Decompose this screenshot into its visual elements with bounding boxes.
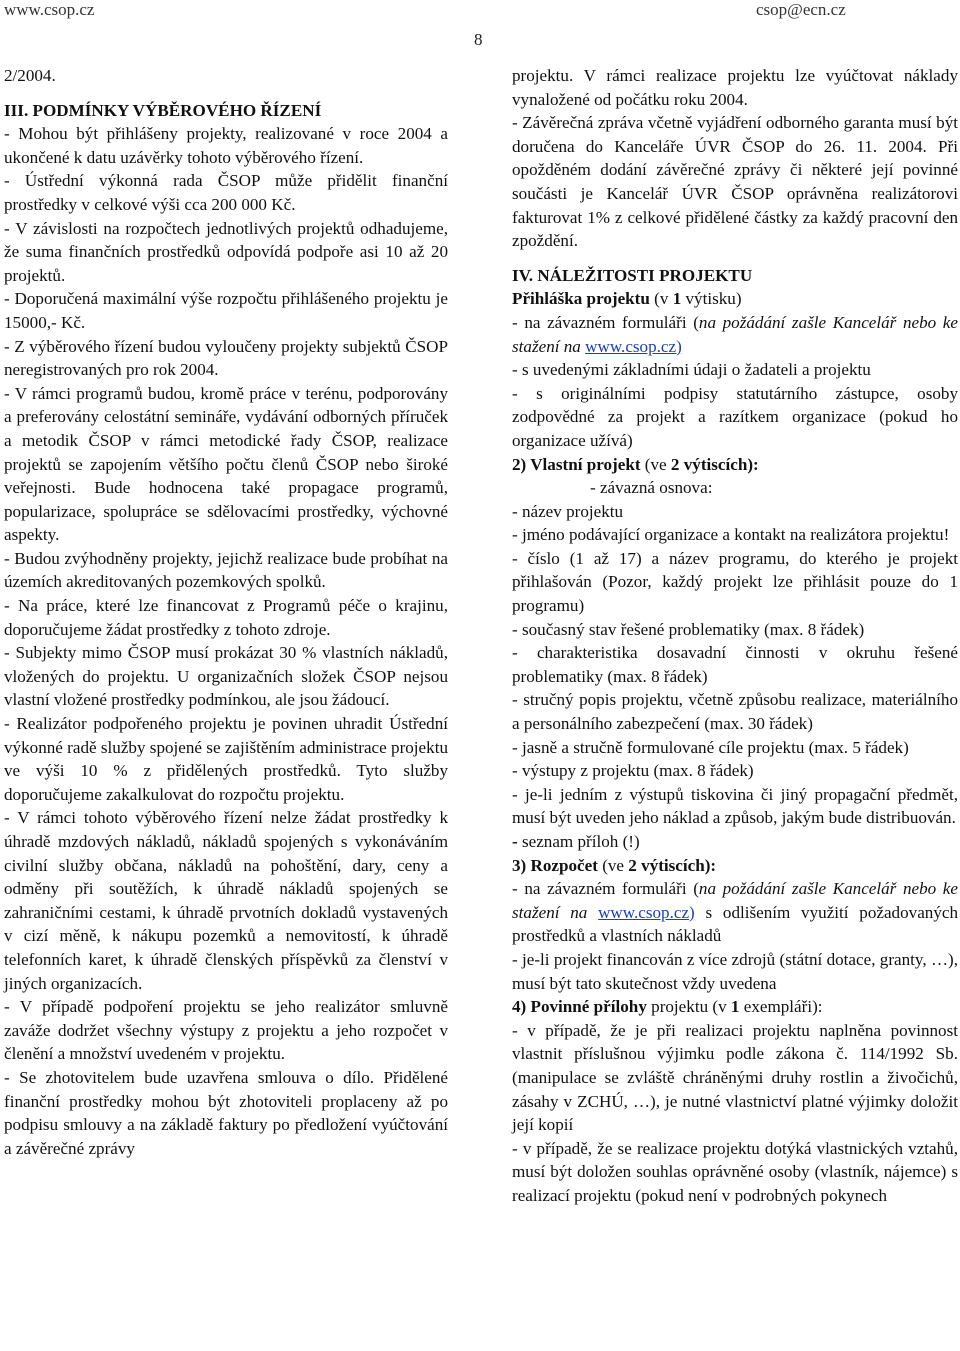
paragraph: - v případě, že je při realizaci projektu naplněna povinnost vlastnit příslušnou výjimku podle zákona č. 114/1992 Sb. (manipulace se zvláště chráněnými druhy rostlin a živočichů, zásahy v ZCHÚ, …), je nutné vlastnictví platné výjimky doložit její kopií bbox=[512, 1020, 958, 1135]
count-bold: 2 bbox=[670, 454, 680, 474]
text-span: projektu (v bbox=[646, 997, 731, 1017]
paragraph: - V rámci tohoto výběrového řízení nelze žádat prostředky k úhradě mzdových nákladů, nákladů spojených s vykonáváním civilní služby občana, nákladů na pohoštění, dary, ceny a odměny při soutěžích, k úhradě nákladů spojených se zahraničními cestami, k úhradě prvotních dokladů vystavených v cizí měně, k nákupu pozemků a nemovitostí, k úhradě telefonních karet, k úhradě členských příspěvků za členství v jiných organizacích. bbox=[4, 808, 448, 993]
spacer bbox=[512, 253, 958, 264]
spacer bbox=[4, 88, 448, 99]
count-bold: 2 bbox=[628, 855, 637, 875]
page-number: 8 bbox=[474, 30, 483, 49]
paragraph: - Se zhotovitelem bude uzavřena smlouva o dílo. Přidělené finanční prostředky mohou být zhotoviteli proplaceny až po podpisu smlouvy a na základě faktury po předložení vyúčtování a závěrečné zprávy bbox=[4, 1067, 448, 1158]
paragraph: - Subjekty mimo ČSOP musí prokázat 30 % vlastních nákladů, vložených do projektu. U organizačních složek ČSOP nejsou vlastní vložené prostředky podmínkou, ale jsou žádoucí. bbox=[4, 643, 448, 710]
count-bold: 1 bbox=[672, 289, 682, 309]
list-item: - je-li jedním z výstupů tiskovina či jiný propagační předmět, musí být uveden jeho náklad a způsob, jakým bude distribuován. bbox=[512, 784, 958, 828]
paragraph: - Mohou být přihlášeny projekty, realizované v roce 2004 a ukončené k datu uzávěrky tohoto výběrového řízení. bbox=[4, 124, 448, 167]
section-heading: IV. NÁLEŽITOSTI PROJEKTU bbox=[512, 265, 753, 285]
csop-link[interactable]: www.csop.cz) bbox=[585, 336, 682, 356]
italic-span: na požádání zašle Kancelář nebo ke stažení na bbox=[512, 879, 958, 922]
subsection-title-bold: 4) Povinné přílohy bbox=[512, 997, 647, 1017]
text-span: - na závazném formuláři ( bbox=[512, 879, 699, 899]
paragraph: - s uvedenými základními údaji o žadateli a projektu bbox=[512, 360, 871, 380]
subsection-title bbox=[512, 453, 958, 477]
page-header bbox=[0, 0, 960, 22]
paragraph: projektu. V rámci realizace projektu lze vyúčtovat náklady vynaložené od počátku roku 2004. bbox=[512, 66, 958, 109]
dash-bold: - bbox=[512, 832, 518, 851]
left-column bbox=[4, 64, 448, 1160]
header-website: www.csop.cz bbox=[4, 0, 95, 19]
italic-span: na požádání zašle Kancelář nebo ke stažení na bbox=[512, 312, 958, 356]
paragraph: - Doporučená maximální výše rozpočtu přihlášeného projektu je 15000,- Kč. bbox=[4, 289, 448, 332]
list-item: - současný stav řešené problematiky (max. 8 řádek) bbox=[512, 619, 865, 639]
paragraph: - Realizátor podpořeného projektu je povinen uhradit Ústřední výkonné radě služby spojené se zajištěním administrace projektu ve výši 10 % z přidělených prostředků. Tyto služby doporučujeme zakalkulovat do rozpočtu projektu. bbox=[4, 714, 448, 804]
csop-link[interactable]: www.csop.cz) bbox=[598, 902, 695, 922]
text-span: (ve bbox=[597, 855, 629, 875]
text-span: exempláři): bbox=[739, 997, 823, 1017]
text-span: výtisku) bbox=[681, 289, 742, 309]
paragraph: - V případě podpoření projektu se jeho realizátor smluvně zaváže dodržet všechny výstupy z projektu a jeho rozpočet v členění a množství uvedeném v projektu. bbox=[4, 997, 448, 1064]
paragraph bbox=[512, 877, 958, 948]
paragraph: - Budou zvýhodněny projekty, jejichž realizace bude probíhat na územích akreditovaných pozemkových spolků. bbox=[4, 548, 448, 592]
paragraph: 2/2004. bbox=[4, 66, 56, 85]
paragraph: - s originálními podpisy statutárního zástupce, osoby zodpovědné za projekt a razítkem organizace (pokud ho organizace užívá) bbox=[512, 383, 958, 450]
text-span: (ve bbox=[640, 454, 671, 474]
list-item: - číslo (1 až 17) a název programu, do kterého je projekt přihlašován (Pozor, každý projekt lze přihlásit pouze do 1 programu) bbox=[512, 548, 958, 616]
subsection-title-bold: 3) Rozpočet bbox=[512, 855, 598, 875]
list-item: - jméno podávající organizace a kontakt na realizátora projektu! bbox=[512, 525, 950, 545]
text-span: s odlišením využití požadovaných prostředků a vlastních nákladů bbox=[512, 902, 959, 946]
subsection-title bbox=[512, 995, 958, 1019]
text-span: výtiscích): bbox=[636, 855, 717, 875]
paragraph: - Na práce, které lze financovat z Programů péče o krajinu, doporučujeme žádat prostředky z tohoto zdroje. bbox=[4, 596, 448, 639]
list-item: - charakteristika dosavadní činnosti v okruhu řešené problematiky (max. 8 řádek) bbox=[512, 643, 958, 686]
subsection-title bbox=[512, 854, 958, 878]
subsection-title-bold: Přihláška projektu bbox=[512, 289, 650, 309]
paragraph: - Z výběrového řízení budou vyloučeny projekty subjektů ČSOP neregistrovaných pro rok 2004. bbox=[4, 336, 448, 380]
paragraph: - V závislosti na rozpočtech jednotlivých projektů odhadujeme, že suma finančních prostředků odpovídá podpoře asi 10 až 20 projektů. bbox=[4, 218, 448, 285]
list-item bbox=[512, 830, 958, 854]
header-email: csop@ecn.cz bbox=[756, 0, 846, 19]
text-span: seznam příloh (!) bbox=[517, 832, 640, 851]
subsection-title-bold: 2) Vlastní projekt bbox=[512, 454, 641, 474]
text-span: výtiscích): bbox=[679, 454, 759, 474]
subsection-title bbox=[512, 287, 958, 311]
list-item: - název projektu bbox=[512, 501, 624, 521]
list-item: - jasně a stručně formulované cíle projektu (max. 5 řádek) bbox=[512, 737, 909, 757]
paragraph: - Ústřední výkonná rada ČSOP může přidělit finanční prostředky v celkové výši cca 200 000 Kč. bbox=[4, 171, 448, 214]
text-span: (v bbox=[649, 289, 673, 309]
list-item: - výstupy z projektu (max. 8 řádek) bbox=[512, 761, 754, 781]
paragraph: - v případě, že se realizace projektu dotýká vlastnických vztahů, musí být doložen souhlas oprávněné osoby (vlastník, nájemce) s realizací projektu (pokud není v podrobných pokynech bbox=[512, 1138, 958, 1205]
list-item: - stručný popis projektu, včetně způsobu realizace, materiálního a personálního zabezpečení (max. 30 řádek) bbox=[512, 690, 958, 734]
right-column bbox=[512, 64, 958, 1208]
count-bold: 1 bbox=[730, 997, 740, 1017]
text-span: - na závazném formuláři ( bbox=[512, 312, 699, 332]
paragraph: - V rámci programů budou, kromě práce v terénu, podporovány a preferovány celostátní semináře, vydávání odborných příruček a metodik ČSOP v rámci metodické řady ČSOP, realizace projektů se zapojením většího počtu členů ČSOP nebo široké veřejnosti. Bude hodnocena také propagace programů, popularizace, spolupráce se sdělovacími prostředky, výchovné aspekty. bbox=[4, 383, 448, 545]
paragraph bbox=[512, 311, 958, 358]
paragraph: - je-li projekt financován z více zdrojů (státní dotace, granty, …), musí být tato skutečnost vždy uvedena bbox=[512, 949, 958, 993]
paragraph: - Závěrečná zpráva včetně vyjádření odborného garanta musí být doručena do Kanceláře ÚVR ČSOP do 26. 11. 2004. Při opožděném dodání závěrečné zprávy či některé její povinné součásti je Kancelář ÚVR ČSOP oprávněna realizátorovi fakturovat 1% z celkové přidělené částky za každý pracovní den zpoždění. bbox=[512, 113, 958, 251]
paragraph: - závazná osnova: bbox=[590, 478, 713, 498]
section-heading: III. PODMÍNKY VÝBĚROVÉHO ŘÍZENÍ bbox=[4, 100, 322, 120]
